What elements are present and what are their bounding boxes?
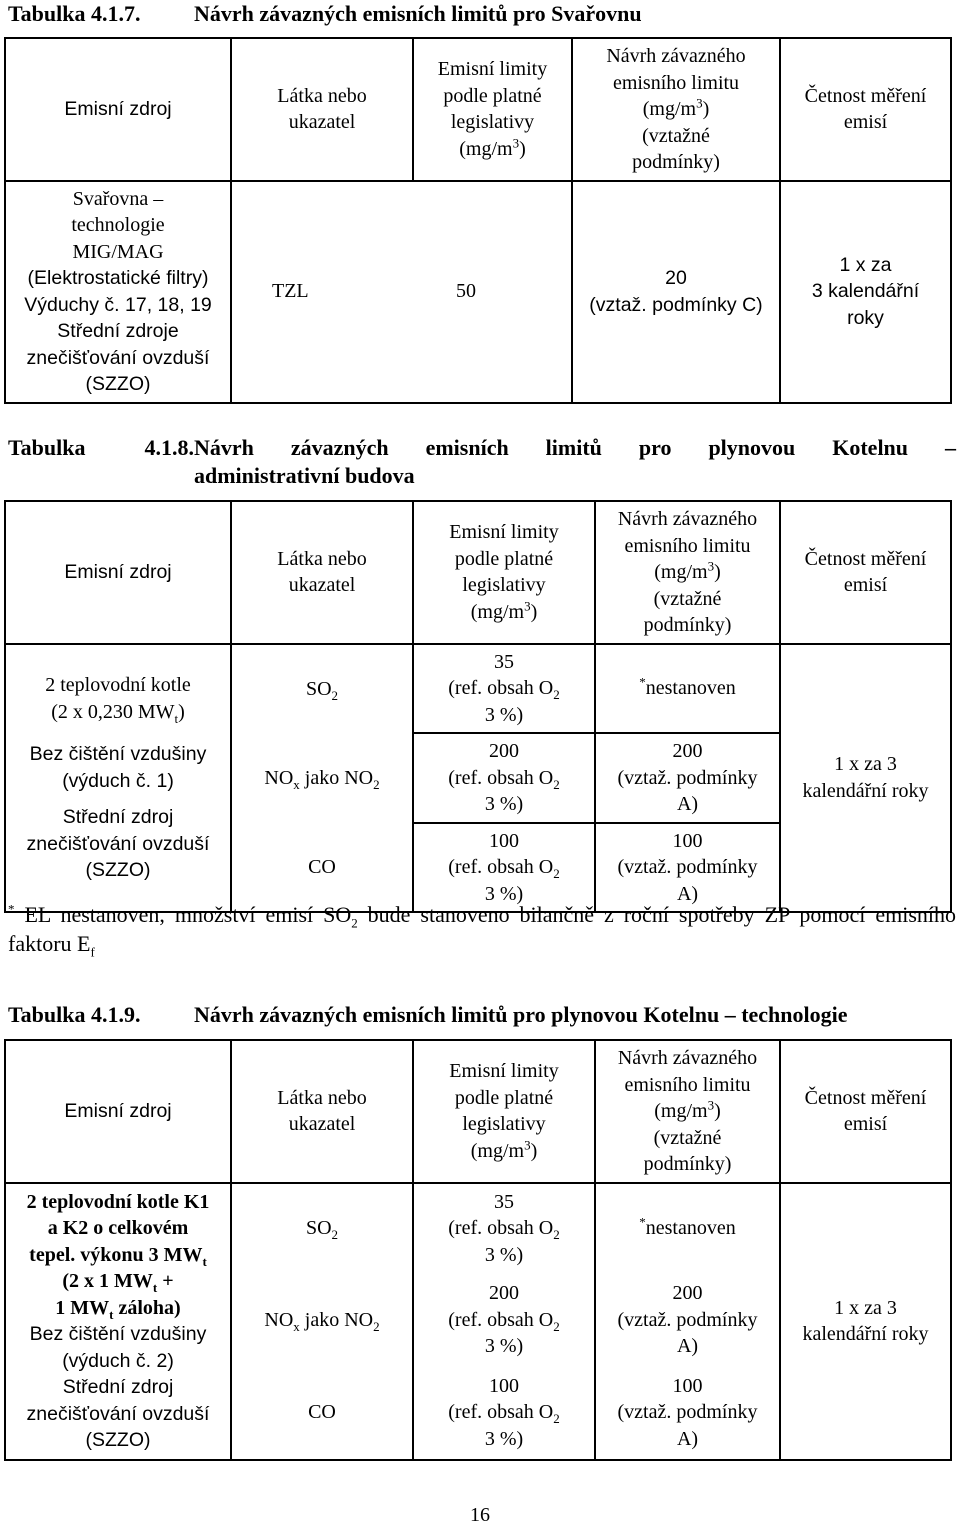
table2 [4, 500, 952, 913]
table3-header-limits-l4 [416, 1138, 592, 1165]
table2-header-proposal-l5: podmínky) [643, 614, 732, 636]
table3-proposal-co-cond: (vztaž. podmínky [617, 1401, 758, 1424]
table1-header-substance [231, 38, 413, 181]
table3-proposal-co-cond2: A) [676, 1427, 699, 1450]
table2-limit-nox-ref [416, 765, 592, 792]
table1-row [5, 181, 951, 403]
table3-caption [8, 1001, 956, 1029]
table2-header-proposal-l1: Návrh závazného [617, 508, 758, 530]
table2-source-l7: (SZZO) [85, 859, 151, 881]
table3-limit-so2-value: 35 [494, 1190, 514, 1213]
table1-source-l1: Svařovna – [72, 187, 164, 210]
table1-source-l4: (Elektrostatické filtry) [27, 267, 209, 289]
table2-source-l1: 2 teplovodní kotle [45, 674, 191, 696]
table3-limit-nox-ref-sub: 2 [553, 1318, 560, 1334]
table3-header-proposal-l4: (vztažné [653, 1126, 722, 1149]
table3-limit-co-percent: 3 %) [484, 1427, 524, 1450]
table2-header-limits-l1: Emisní limity [449, 521, 559, 544]
footnote-star: * [8, 901, 15, 917]
table2-source-l2b: ) [178, 700, 185, 723]
table1-limits-close: ) [519, 137, 526, 160]
table3-source-l4-sub: t [152, 1280, 158, 1295]
table2-header-limits-l2: podle platné [454, 547, 554, 570]
table3-substance-nox-text2: jako NO [299, 1308, 374, 1331]
table2-source-l6: znečišťování ovzduší [26, 832, 210, 855]
table3-source-l1: 2 teplovodní kotle K1 [26, 1190, 210, 1213]
table3-proposal-close: ) [714, 1100, 721, 1122]
table3-header-frequency-l2: emisí [843, 1113, 888, 1136]
table2-header-substance-l1: Látka nebo [277, 547, 367, 570]
table3-number: Tabulka 4.1.9. [8, 1002, 141, 1027]
table1-header-proposal-l4: (vztažné [642, 124, 710, 147]
table3-source-l3-sub: t [202, 1253, 207, 1269]
table2-frequency-l1: 1 x za 3 [834, 753, 897, 776]
table2-frequency-l2: kalendářní roky [802, 779, 929, 802]
table2-caption [8, 434, 956, 462]
table2-proposal-so2-text: nestanoven [645, 677, 736, 699]
table3-source-l5b: záloha) [113, 1296, 181, 1319]
table1-source-l5: Výduchy č. 17, 18, 19 [24, 293, 212, 316]
table3-source-l5a: 1 MW [55, 1296, 110, 1319]
table3-proposal-sup: 3 [707, 1097, 715, 1113]
table2-source-l5: Střední zdroj [62, 806, 174, 828]
table2-footnote [8, 900, 956, 958]
footnote-sub2: f [90, 944, 95, 960]
table3-proposal-co [595, 1367, 780, 1460]
table1-proposal-cell [572, 181, 780, 403]
table2-source-l3: Bez čištění vzdušiny [29, 743, 207, 765]
table3-header-limits [413, 1040, 595, 1183]
table1-proposal-unit: (mg/m [642, 98, 697, 120]
table3-proposal-nox-cond2: A) [676, 1335, 699, 1358]
table2-frequency-cell [780, 644, 951, 913]
table2-proposal-nox-cond: (vztaž. podmínky [617, 766, 758, 789]
table3-limit-so2-ref [416, 1215, 592, 1242]
table3-header-proposal [595, 1040, 780, 1183]
table3-header-frequency [780, 1040, 951, 1183]
table2-header-limits-l3: legislativy [462, 574, 546, 597]
table3-source-l10: (SZZO) [85, 1429, 151, 1451]
table1-source-l7: znečišťování ovzduší [26, 346, 210, 369]
table2-limit-co-ref-text: (ref. obsah O [448, 856, 554, 878]
table3-proposal-unit: (mg/m [654, 1100, 708, 1122]
table3-limits-close: ) [530, 1139, 538, 1162]
table3-frequency-cell [780, 1183, 951, 1460]
table2-substance-co: CO [231, 823, 413, 913]
table2-proposal-unit: (mg/m [654, 561, 708, 583]
table2-proposal-close: ) [714, 561, 721, 583]
table1-header-limits-l3: legislativy [450, 111, 535, 134]
table3-header-row [5, 1040, 951, 1183]
table3-proposal-nox-value: 200 [672, 1282, 703, 1305]
table1-header-proposal-l2: emisního limitu [612, 71, 740, 94]
table2-proposal-nox-value: 200 [672, 740, 703, 762]
table2-substance-so2-sub: 2 [331, 687, 339, 703]
table2-limit-so2-ref-text: (ref. obsah O [448, 677, 554, 699]
table2-proposal-so2 [595, 644, 780, 734]
table3-substance-so2-text: SO [305, 1217, 332, 1240]
table1-source-l2: technologie [71, 214, 165, 236]
table3-header-proposal-l2: emisního limitu [624, 1073, 751, 1096]
table3-substance-co: CO [231, 1367, 413, 1460]
table2-header-frequency-l2: emisí [843, 574, 888, 597]
table3-limit-nox-ref-text: (ref. obsah O [448, 1308, 554, 1331]
table3-source-l4 [8, 1268, 228, 1295]
table3-header-substance-l2: ukazatel [288, 1113, 356, 1136]
table2-limit-so2-ref [416, 675, 592, 702]
table2-caption-2 [8, 462, 956, 490]
table3-source-l5-sub: t [109, 1306, 114, 1322]
table2-limit-so2-value: 35 [494, 650, 514, 673]
table2-source-l2-sub: t [174, 710, 179, 726]
table1-proposal-close: ) [702, 98, 710, 120]
table1-caption [8, 0, 956, 28]
table1-limits-sup: 3 [512, 135, 520, 151]
table2-title-line2: administrativní budova [194, 463, 415, 488]
table3-substance-so2-sub: 2 [331, 1227, 339, 1243]
table1-header-substance-l1: Látka nebo [277, 84, 367, 107]
table3-limits-sup: 3 [524, 1137, 531, 1153]
table3-header-proposal-l5: podmínky) [643, 1153, 732, 1175]
table2-substance-nox-sub: x [293, 776, 300, 792]
table3-limit-co-ref [416, 1399, 592, 1426]
footnote-text-a: EL nestanoven, množství emisí SO [14, 902, 352, 927]
table2-row-so2 [5, 644, 951, 734]
table2-proposal-co-cond: (vztaž. podmínky [617, 856, 758, 878]
table3-substance-nox-text: NO [264, 1308, 294, 1331]
table2-limit-nox-ref-sub: 2 [553, 776, 560, 792]
table3-limit-so2-ref-sub: 2 [553, 1227, 560, 1243]
table3-limit-nox-value: 200 [489, 1282, 519, 1305]
table2-proposal-so2-star: * [639, 674, 646, 690]
footnote-text-b: bude stanoveno bilančně z roční spotřeby ZP pomocí emisního faktoru E [8, 902, 957, 956]
table3-source-l3a: tepel. výkonu 3 MW [29, 1243, 203, 1266]
table3-header-proposal-l3 [598, 1098, 777, 1125]
table3-limits-unit: (mg/m [470, 1139, 525, 1162]
table3-source-l8: Střední zdroj [62, 1376, 174, 1398]
table3-row-so2 [5, 1183, 951, 1274]
table1-number: Tabulka 4.1.7. [8, 1, 141, 26]
table3-limit-so2-ref-text: (ref. obsah O [448, 1217, 554, 1240]
table3-source-l6: Bez čištění vzdušiny [29, 1323, 207, 1345]
table3-limit-co-ref-sub: 2 [553, 1411, 560, 1427]
table2-source-cell [5, 644, 231, 913]
table2-header-frequency-l1: Četnost měření [804, 547, 927, 570]
table2-source-l4: (výduch č. 1) [62, 769, 174, 792]
table3-header-limits-l1: Emisní limity [449, 1060, 559, 1083]
table3 [4, 1039, 952, 1461]
table3-proposal-so2-text: nestanoven [645, 1217, 736, 1240]
table1-frequency-l2: 3 kalendářní [811, 280, 920, 303]
table1-header-proposal-l3 [575, 96, 777, 123]
table2-proposal-co [595, 823, 780, 913]
table2-header-proposal-l3 [598, 559, 777, 586]
table3-proposal-nox-cond: (vztaž. podmínky [617, 1308, 758, 1331]
table3-header-frequency-l1: Četnost měření [804, 1086, 927, 1109]
table3-limit-so2 [413, 1183, 595, 1274]
table3-header-substance-l1: Látka nebo [277, 1086, 367, 1109]
table1-header-proposal [572, 38, 780, 181]
table2-limits-close: ) [530, 600, 538, 623]
table2-limit-nox [413, 733, 595, 823]
table2-source-spacer [8, 725, 228, 741]
table3-substance-nox-sub: x [293, 1318, 300, 1334]
table3-source-l7: (výduch č. 2) [62, 1349, 174, 1372]
page-number: 16 [470, 1504, 490, 1526]
table1-header-proposal-l5: podmínky) [632, 151, 720, 173]
table3-limit-nox-ref [416, 1307, 592, 1334]
table1-source-l8: (SZZO) [85, 373, 151, 395]
table3-header-proposal-l1: Návrh závazného [617, 1047, 758, 1069]
table2-limit-co [413, 823, 595, 913]
table3-source-l4a: (2 x 1 MW [62, 1270, 153, 1292]
table1-header-limits-l1: Emisní limity [437, 58, 548, 81]
table2-limit-co-ref [416, 854, 592, 881]
table1-header-row [5, 38, 951, 181]
table2-limit-nox-ref-text: (ref. obsah O [448, 766, 554, 789]
table3-source-l2: a K2 o celkovém [47, 1217, 189, 1239]
table1-source-l6: Střední zdroje [57, 320, 179, 342]
table2-proposal-nox-cond2: A) [676, 793, 699, 815]
table2-header-substance-l2: ukazatel [288, 574, 356, 597]
table2-header-row [5, 501, 951, 644]
footnote-sub: 2 [351, 915, 358, 931]
table2-source-spacer-2 [8, 794, 228, 804]
table2-header-proposal-l2: emisního limitu [624, 534, 751, 557]
table3-header-limits-l3: legislativy [462, 1113, 546, 1136]
table3-header-source: Emisní zdroj [5, 1040, 231, 1183]
table2-substance-so2-text: SO [305, 677, 332, 700]
table3-limit-nox [413, 1274, 595, 1367]
table1-header-frequency-l2: emisí [843, 111, 888, 134]
table3-source-cell [5, 1183, 231, 1460]
table3-limit-so2-percent: 3 %) [484, 1243, 524, 1266]
table2-substance-nox-text2: jako NO [299, 766, 374, 789]
table3-frequency-l1: 1 x za 3 [834, 1296, 897, 1319]
table3-source-l4b: + [157, 1270, 174, 1292]
table1-source-l3: MIG/MAG [72, 240, 164, 263]
table1-header-limits-l4 [416, 136, 569, 163]
table3-limit-co-ref-text: (ref. obsah O [448, 1401, 554, 1424]
table2-header-limits-l4 [416, 599, 592, 626]
table2-substance-nox-sub2: 2 [373, 776, 380, 792]
table3-header-substance [231, 1040, 413, 1183]
table2-limit-nox-percent: 3 %) [484, 793, 524, 815]
table1-limit-cell: 50 [413, 181, 572, 403]
table1-proposal-sup: 3 [696, 95, 703, 111]
table3-title: Návrh závazných emisních limitů pro plynovou Kotelnu – technologie [194, 1002, 848, 1027]
table3-proposal-so2-star: * [639, 1214, 646, 1230]
table2-proposal-co-cond2: A) [676, 882, 699, 905]
table2-limit-co-ref-sub: 2 [553, 866, 560, 881]
table2-proposal-sup: 3 [707, 558, 715, 574]
table3-substance-so2 [231, 1183, 413, 1274]
table3-limit-co [413, 1367, 595, 1460]
table1-substance-cell: TZL [231, 181, 413, 403]
table3-proposal-co-value: 100 [672, 1374, 703, 1397]
table2-header-source: Emisní zdroj [5, 501, 231, 644]
table1-header-frequency [780, 38, 951, 181]
table1-header-substance-l2: ukazatel [288, 111, 356, 134]
table2-source-l2 [8, 699, 228, 726]
table3-source-l3 [8, 1242, 228, 1269]
table3-frequency-l2: kalendářní roky [802, 1323, 929, 1345]
table2-number: Tabulka 4.1.8. [8, 435, 194, 460]
table1-source-cell [5, 181, 231, 403]
table1-header-limits-l2: podle platné [443, 84, 542, 107]
table2-header-substance [231, 501, 413, 644]
table2-substance-so2 [231, 644, 413, 734]
table2-limit-so2-ref-sub: 2 [553, 687, 560, 702]
table2-header-limits [413, 501, 595, 644]
table2-header-proposal-l4: (vztažné [653, 587, 722, 610]
table3-proposal-so2 [595, 1183, 780, 1274]
table3-source-l5 [8, 1295, 228, 1322]
table3-limit-co-value: 100 [489, 1374, 519, 1397]
table2-substance-nox [231, 733, 413, 823]
table1 [4, 37, 952, 404]
table1-frequency-l1: 1 x za [839, 253, 892, 276]
table1-header-proposal-l1: Návrh závazného [606, 45, 746, 67]
table2-limits-unit: (mg/m [470, 600, 525, 623]
table2-header-frequency [780, 501, 951, 644]
table2-proposal-co-value: 100 [672, 829, 703, 852]
table3-limit-nox-percent: 3 %) [484, 1335, 524, 1358]
table1-title: Návrh závazných emisních limitů pro Svařovnu [194, 1, 642, 26]
table2-substance-nox-text: NO [264, 766, 294, 789]
table2-title-line1: Návrh závazných emisních limitů pro plynovou Kotelnu – [194, 435, 956, 460]
table1-header-source: Emisní zdroj [5, 38, 231, 181]
table2-header-proposal [595, 501, 780, 644]
table2-proposal-nox [595, 733, 780, 823]
table3-header-limits-l2: podle platné [454, 1086, 554, 1109]
table2-limits-sup: 3 [524, 598, 531, 614]
table3-source-l9: znečišťování ovzduší [26, 1402, 210, 1425]
table2-source-l2a: (2 x 0,230 MW [51, 700, 175, 723]
table2-limit-so2 [413, 644, 595, 734]
table1-proposal-l2: (vztaž. podmínky C) [589, 293, 763, 316]
table1-header-frequency-l1: Četnost měření [804, 84, 927, 107]
table1-proposal-l1: 20 [665, 267, 687, 289]
table3-substance-nox [231, 1274, 413, 1367]
table1-frequency-cell [780, 181, 951, 403]
table2-limit-nox-value: 200 [489, 740, 519, 762]
table1-limits-unit: (mg/m [459, 137, 513, 160]
table2-limit-co-percent: 3 %) [484, 882, 524, 905]
table2-limit-so2-percent: 3 %) [484, 703, 524, 726]
table3-substance-nox-sub2: 2 [373, 1318, 380, 1334]
table2-limit-co-value: 100 [489, 829, 519, 852]
table1-frequency-l3: roky [847, 306, 884, 329]
table3-proposal-nox [595, 1274, 780, 1367]
table1-header-limits [413, 38, 572, 181]
